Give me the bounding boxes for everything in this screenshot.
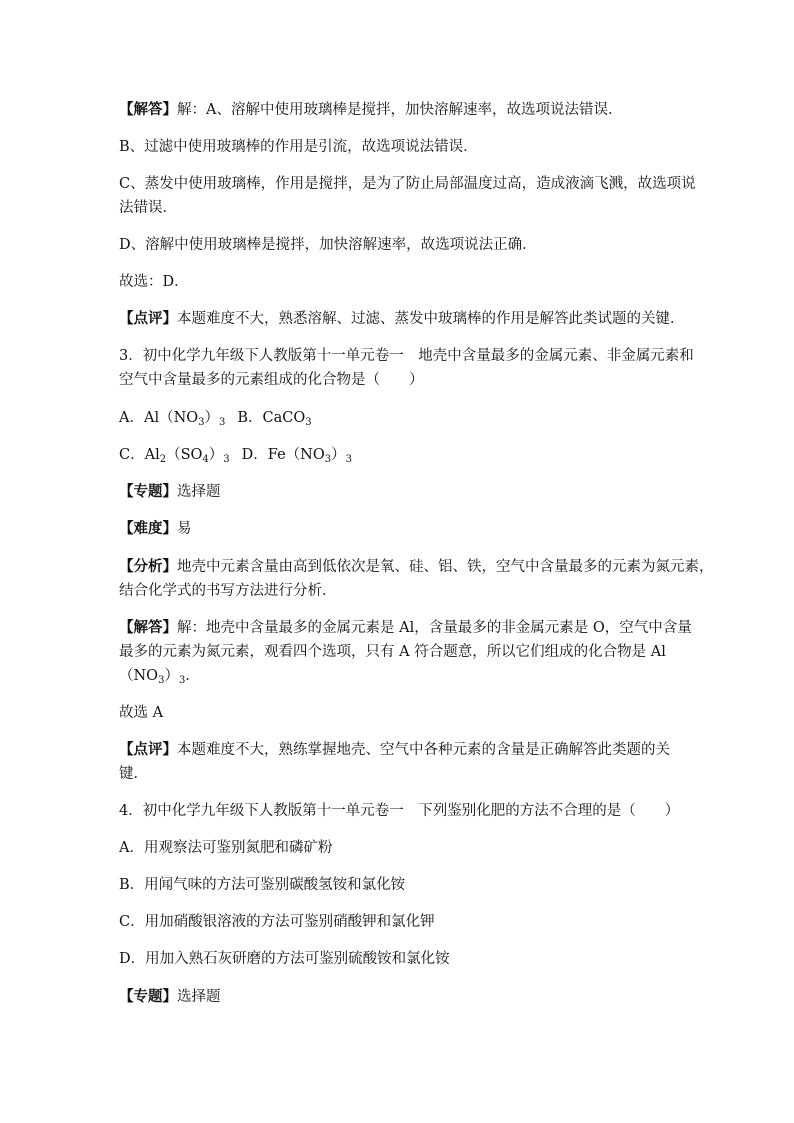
q4-stem: 4．初中化学九年级下人教版第十一单元卷一 下列鉴别化肥的方法不合理的是（ ）: [119, 803, 680, 819]
q3-stem-line1: 3．初中化学九年级下人教版第十一单元卷一 地壳中含量最多的金属元素、非金属元素和: [119, 348, 694, 364]
answer-tag: 【解答】: [119, 101, 177, 118]
topic-tag: 【专题】: [119, 483, 177, 500]
q3-answer-line1: 【解答】解：地壳中含量最多的金属元素是 Al，含量最多的非金属元素是 O，空气中含量: [119, 619, 692, 636]
q2-answer-c-line2: 法错误．: [119, 200, 177, 216]
q3-choice: 故选 A: [119, 705, 164, 721]
q3-option-c: C．$Al_2(SO_4)_3$: [119, 447, 230, 465]
q3-stem-line2: 空气中含量最多的元素组成的化合物是（ ）: [119, 372, 424, 388]
q2-answer-d: D、溶解中使用玻璃棒是搅拌，加快溶解速率，故选项说法正确．: [119, 237, 537, 253]
q3-analysis-line2: 结合化学式的书写方法进行分析．: [119, 583, 337, 599]
q4-option-b: B．用闻气味的方法可鉴别碳酸氢铵和氯化铵: [119, 877, 406, 893]
answer-tag: 【解答】: [119, 619, 177, 636]
q3-comment-line1: 【点评】本题难度不大，熟练掌握地壳、空气中各种元素的含量是正确解答此类题的关: [119, 741, 670, 758]
q3-option-d: D．$Fe(NO_3)_3$: [241, 447, 352, 465]
q3-option-b: B．CaCO$_3$: [237, 410, 312, 428]
comment-tag: 【点评】: [119, 310, 177, 327]
q4-topic: 【专题】选择题: [119, 988, 221, 1005]
q2-answer-a: 【解答】解：A、溶解中使用玻璃棒是搅拌，加快溶解速率，故选项说法错误．: [119, 101, 623, 118]
q3-comment-line2: 键．: [119, 766, 148, 782]
difficulty-tag: 【难度】: [119, 520, 177, 537]
q3-options-cd: [119, 445, 352, 465]
q2-comment: 【点评】本题难度不大，熟悉溶解、过滤、蒸发中玻璃棒的作用是解答此类试题的关键．: [119, 310, 685, 327]
topic-tag: 【专题】: [119, 988, 177, 1005]
q3-topic: 【专题】选择题: [119, 483, 221, 500]
q3-answer-line3: $(NO_3)_3$．: [119, 668, 200, 686]
analysis-tag: 【分析】: [119, 558, 177, 575]
q4-option-d: D．用加入熟石灰研磨的方法可鉴别硫酸铵和氯化铵: [119, 951, 450, 967]
q3-difficulty: 【难度】易: [119, 520, 192, 537]
q3-option-a: A．$Al(NO_3)_3$: [119, 410, 226, 428]
q2-answer-c-line1: C、蒸发中使用玻璃棒，作用是搅拌，是为了防止局部温度过高，造成液滴飞溅，故选项说: [119, 176, 696, 192]
q3-answer-line2: 最多的元素为氮元素，观看四个选项，只有 A 符合题意，所以它们组成的化合物是 Al: [119, 644, 666, 660]
q4-option-a: A．用观察法可鉴别氮肥和磷矿粉: [119, 840, 333, 856]
comment-tag: 【点评】: [119, 741, 177, 758]
q3-analysis-line1: 【分析】地壳中元素含量由高到低依次是氧、硅、铝、铁，空气中含量最多的元素为氮元素，: [119, 558, 714, 575]
q3-options-ab: [119, 408, 312, 428]
q4-option-c: C．用加硝酸银溶液的方法可鉴别硝酸钾和氯化钾: [119, 914, 435, 930]
q2-choice: 故选：D．: [119, 274, 189, 290]
q2-answer-b: B、过滤中使用玻璃棒的作用是引流，故选项说法错误．: [119, 139, 478, 155]
